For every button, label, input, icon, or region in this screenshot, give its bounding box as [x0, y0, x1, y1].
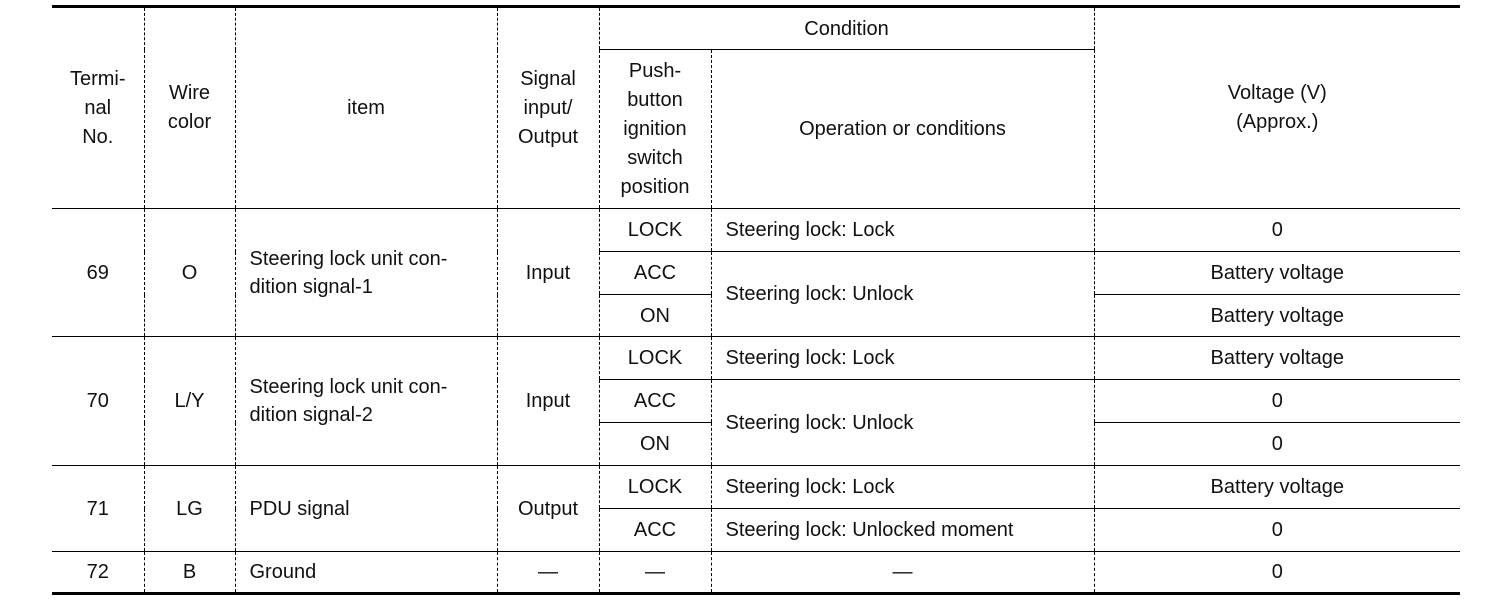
voltage-value: 0 [1094, 423, 1460, 466]
header-wire-line1: Wire [168, 82, 211, 104]
item-line1: Steering lock unit con- [249, 376, 448, 398]
signal-io: Output [497, 466, 599, 552]
voltage-value: 0 [1094, 209, 1460, 252]
table-row [52, 466, 1460, 509]
header-terminal [52, 7, 144, 209]
item-line2: dition signal-2 [249, 404, 373, 426]
item-line1: Steering lock unit con- [249, 247, 448, 270]
wire-color: O [144, 209, 235, 337]
voltage-value: Battery voltage [1094, 466, 1460, 509]
voltage-value: Battery voltage [1094, 295, 1460, 337]
switch-position: ACC [599, 252, 711, 295]
operation-condition: Steering lock: Lock [711, 209, 1094, 252]
operation-condition: — [711, 552, 1094, 594]
switch-position: ON [599, 295, 711, 337]
terminal-no: 70 [52, 337, 144, 466]
header-operation: Operation or conditions [711, 50, 1094, 209]
switch-position: ON [599, 423, 711, 466]
header-item: item [235, 7, 497, 209]
switch-position: — [599, 552, 711, 594]
operation-condition: Steering lock: Unlock [711, 252, 1094, 337]
header-wire-line2: color [167, 111, 212, 133]
item-line1: Ground [249, 561, 317, 583]
table-row [52, 337, 1460, 380]
voltage-value: 0 [1094, 509, 1460, 552]
switch-position: ACC [599, 380, 711, 423]
header-terminal-line2: nal [84, 96, 112, 119]
item-cell [235, 209, 497, 337]
terminal-table [52, 5, 1460, 595]
switch-position: LOCK [599, 209, 711, 252]
switch-position: LOCK [599, 466, 711, 509]
header-voltage-line1: Voltage (V) [1227, 82, 1327, 104]
header-terminal-line1: Termi- [69, 67, 126, 90]
header-condition: Condition [599, 7, 1094, 50]
wire-color: LG [144, 466, 235, 552]
switch-position: ACC [599, 509, 711, 552]
item-line1: PDU signal [249, 497, 350, 520]
header-push-line1: Push- [628, 59, 682, 82]
operation-condition: Steering lock: Lock [711, 466, 1094, 509]
item-cell [235, 337, 497, 466]
voltage-value: 0 [1094, 552, 1460, 594]
operation-condition: Steering lock: Lock [711, 337, 1094, 380]
terminal-no: 71 [52, 466, 144, 552]
table-row [52, 552, 1460, 594]
header-wire-color [144, 7, 235, 209]
voltage-value: Battery voltage [1094, 337, 1460, 380]
header-push-line4: switch [627, 146, 683, 169]
header-voltage [1094, 7, 1460, 209]
terminal-no: 72 [52, 552, 144, 594]
header-signal-line1: Signal [520, 67, 576, 90]
header-signal-line2: input/ [523, 96, 573, 119]
header-push-button [599, 50, 711, 209]
header-push-line5: position [620, 175, 690, 198]
wire-color: L/Y [144, 337, 235, 466]
terminal-no: 69 [52, 209, 144, 337]
switch-position: LOCK [599, 337, 711, 380]
item-line2: dition signal-1 [249, 275, 373, 298]
header-signal-line3: Output [517, 125, 579, 148]
voltage-value: 0 [1094, 380, 1460, 423]
table-row [52, 209, 1460, 252]
signal-io: Input [497, 337, 599, 466]
wire-color: B [144, 552, 235, 594]
signal-io: Input [497, 209, 599, 337]
item-cell [235, 466, 497, 552]
header-push-line3: ignition [623, 117, 687, 140]
item-cell [235, 552, 497, 594]
operation-condition: Steering lock: Unlocked moment [711, 509, 1094, 552]
header-terminal-line3: No. [82, 125, 114, 148]
voltage-value: Battery voltage [1094, 252, 1460, 295]
operation-condition: Steering lock: Unlock [711, 380, 1094, 466]
header-push-line2: button [627, 88, 683, 111]
header-signal [497, 7, 599, 209]
header-voltage-line2: (Approx.) [1236, 111, 1319, 133]
signal-io: — [497, 552, 599, 594]
